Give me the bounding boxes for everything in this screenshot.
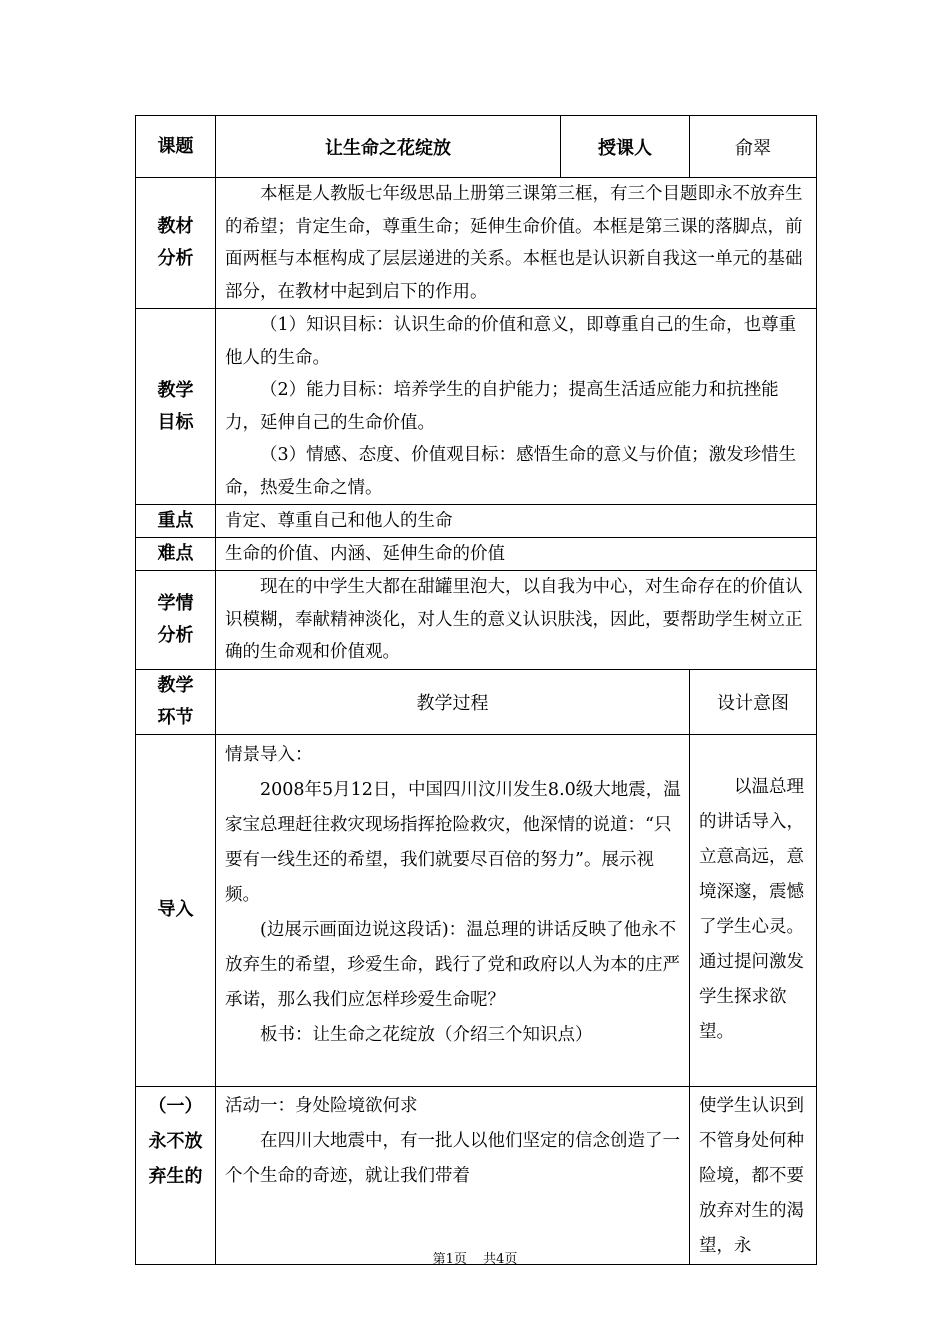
student-analysis-text: 现在的中学生大都在甜罐里泡大，以自我为中心，对生命存在的价值认识模糊，奉献精神淡化，对人生的意义认识肤浅，因此，要帮助学生树立正确的生命观和价值观。 [225,577,803,662]
section1-heading: 活动一：身处险境欲何求 [225,1095,418,1116]
teacher-label: 授课人 [561,116,690,178]
topic-value: 让生命之花绽放 [216,116,561,178]
section1-label: （一） 永不放 弃生的 [136,1086,216,1264]
student-analysis-label: 学情 分析 [136,571,216,670]
section1-intent-cell [690,1086,817,1264]
intro-paragraph: 2008年5月12日，中国四川汶川发生8.0级大地震，温家宝总理赶往救灾现场指挥抢险救灾，他深情的说道：“只要有一线生还的希望，我们就要尽百倍的努力”。展示视频。 [225,779,681,905]
material-analysis-row [136,178,817,309]
process-stage-label: 教学 环节 [136,669,216,734]
section1-row [136,1086,817,1264]
material-analysis-text-cell [216,178,817,309]
student-analysis-row [136,571,817,670]
key-point-text: 肯定、尊重自己和他人的生命 [216,505,817,538]
key-point-row [136,505,817,538]
intro-heading: 情景导入： [225,744,313,765]
difficulty-row [136,538,817,571]
intro-paragraph: (边展示画面边说这段话)：温总理的讲话反映了他永不放弃生的希望，珍爱生命，践行了党和政府以人为本的庄严承诺，那么我们应怎样珍爱生命呢？ [225,919,680,1010]
teaching-goals-text-cell [216,309,817,505]
intro-intent-cell [690,734,817,1086]
difficulty-label: 难点 [136,538,216,571]
student-analysis-text-cell [216,571,817,670]
goal-item: （3）情感、态度、价值观目标：感悟生命的意义与价值；激发珍惜生命，热爱生命之情。 [225,445,797,498]
key-point-label: 重点 [136,505,216,538]
intro-intent-text: 以温总理的讲话导入，立意高远，意境深邃，震憾了学生心灵。通过提问激发学生探求欲望。 [699,777,804,1042]
section1-paragraph: 在四川大地震中，有一批人以他们坚定的信念创造了一个个生命的奇迹，就让我们带着 [225,1130,680,1186]
section1-intent-text: 使学生认识到不管身处何种险境，都不要放弃对生的渴望，永 [699,1095,804,1256]
teaching-goals-row [136,309,817,505]
intro-label: 导入 [136,734,216,1086]
intro-row [136,734,817,1086]
intro-process-cell [216,734,690,1086]
process-header-row [136,669,817,734]
lesson-plan-table [135,115,817,1265]
goal-item: （1）知识目标：认识生命的价值和意义，即尊重自己的生命，也尊重他人的生命。 [225,315,797,368]
goal-item: （2）能力目标：培养学生的自护能力；提高生活适应能力和抗挫能力，延伸自己的生命价值。 [225,380,779,433]
page-footer [0,1248,950,1267]
topic-label: 课题 [136,116,216,178]
difficulty-text: 生命的价值、内涵、延伸生命的价值 [216,538,817,571]
page-number: 第1页 [432,1252,467,1267]
teaching-goals-label: 教学 目标 [136,309,216,505]
material-analysis-text: 本框是人教版七年级思品上册第三课第三框，有三个目题即永不放弃生的希望；肯定生命，尊重生命；延伸生命价值。本框是第三课的落脚点，前面两框与本框构成了层层递进的关系。本框也是认识新自我这一单元的基础部分，在教材中起到启下的作用。 [225,184,803,302]
section1-process-cell [216,1086,690,1264]
material-analysis-label: 教材 分析 [136,178,216,309]
intro-paragraph: 板书：让生命之花绽放（介绍三个知识点） [260,1024,593,1045]
intent-column-header: 设计意图 [690,669,817,734]
header-row [136,116,817,178]
teacher-value: 俞翠 [690,116,817,178]
process-column-header: 教学过程 [216,669,690,734]
page-total: 共4页 [483,1252,518,1267]
